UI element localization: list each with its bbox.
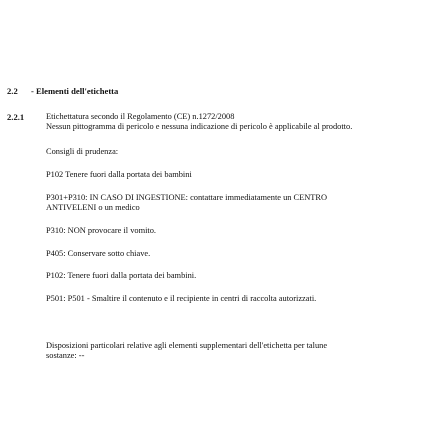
- precautionary-statement: P405: Conservare sotto chiave.: [46, 249, 151, 258]
- section-number: 2.2: [7, 86, 18, 96]
- section-title: - Elementi dell'etichetta: [31, 86, 119, 96]
- precautionary-statement: P102: Tenere fuori dalla portata dei bambini.: [46, 271, 197, 280]
- precautionary-statement: P501: P501 - Smaltire il contenuto e il recipiente in centri di raccolta autorizzati.: [46, 294, 317, 303]
- precautionary-statement-continuation: ANTIVELENI o un medico: [46, 203, 140, 212]
- precautionary-statement: P310: NON provocare il vomito.: [46, 226, 157, 235]
- precautionary-statement: P102 Tenere fuori dalla portata dei bambini: [46, 170, 192, 179]
- labelling-regulation-line: Etichettatura secondo il Regolamento (CE) n.1272/2008: [46, 112, 235, 121]
- section-heading: [7, 86, 118, 96]
- subsection-number: 2.2.1: [7, 112, 25, 122]
- special-provisions-line: sostanze: --: [46, 351, 85, 360]
- special-provisions-line: Disposizioni particolari relative agli elementi supplementari dell'etichetta per talune: [46, 341, 328, 350]
- precautionary-statement: P301+P310: IN CASO DI INGESTIONE: contattare immediatamente un CENTRO: [46, 193, 328, 202]
- no-pictogram-line: Nessun pittogramma di pericolo e nessuna indicazione di pericolo è applicabile al prodotto.: [46, 122, 353, 131]
- precautionary-heading: Consigli di prudenza:: [46, 147, 119, 156]
